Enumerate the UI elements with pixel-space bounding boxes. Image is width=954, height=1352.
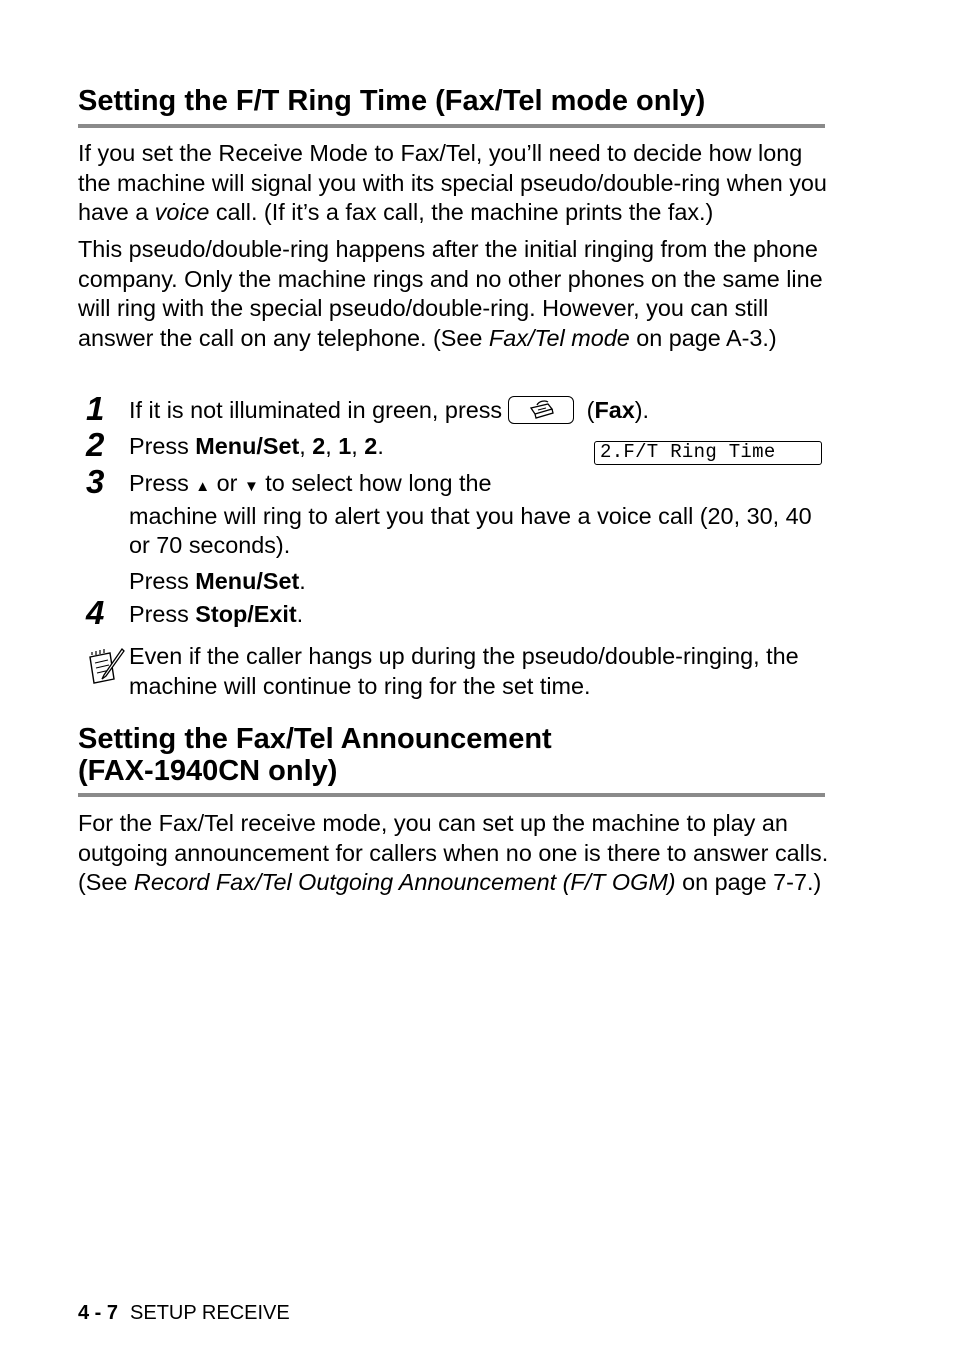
menu-set-label: Menu/Set (195, 433, 300, 459)
step-3-text (129, 469, 829, 597)
text-span: ( (580, 397, 595, 423)
text-span: Press (129, 601, 196, 627)
text-span: on page 7-7.) (675, 869, 822, 896)
step-1-text (129, 396, 649, 426)
text-span: , (299, 433, 313, 459)
step-number: 3 (86, 463, 105, 500)
fax-label: Fax (594, 397, 635, 423)
text-span: Press (129, 470, 196, 496)
step-4-text (129, 600, 303, 630)
text-span: Press (129, 568, 196, 595)
up-arrow-icon: ▲ (195, 478, 211, 495)
step-number: 2 (86, 426, 105, 463)
step-3-sub (129, 567, 829, 597)
heading-rule (78, 124, 825, 128)
text-span: . (377, 433, 384, 459)
section-title-announcement (78, 723, 552, 787)
menu-set-label: Menu/Set (195, 568, 300, 595)
title-line: Setting the Fax/Tel Announcement (78, 723, 552, 755)
title-line: (FAX-1940CN only) (78, 755, 338, 787)
fax-key-button (508, 396, 574, 424)
text-span: ). (634, 397, 650, 423)
intro-paragraph (78, 139, 838, 228)
text-span: . (299, 568, 306, 595)
text-span: If you set the Receive Mode to Fax/Tel, you’ll need to decide how long the machine will signal you with its special pseudo/double-ring when you have a (78, 140, 827, 226)
lcd-display: 2.F/T Ring Time (594, 441, 822, 465)
heading-rule (78, 793, 825, 797)
step-number: 4 (86, 594, 105, 631)
step-3-line-1 (129, 469, 829, 502)
text-span: This pseudo/double-ring happens after the initial ringing from the phone company. Only the machine rings and no other phones on the same line will ring with the special pseudo/double-ring. However, you can still answer the call on any telephone. (See (78, 236, 823, 352)
fax-machine-icon (526, 399, 556, 421)
note-text: Even if the caller hangs up during the pseudo/double-ringing, the machine will continue to ring for the set time. (129, 643, 799, 699)
chapter-name: SETUP RECEIVE (130, 1302, 290, 1324)
text-span: or (210, 470, 244, 496)
text-span: , (351, 433, 365, 459)
step-3-line-2: machine will ring to alert you that you have a voice call (20, 30, 40 or 70 seconds). (129, 502, 812, 559)
key-label: 2 (364, 433, 378, 459)
page-footer (78, 1301, 290, 1325)
text-span: call. (If it’s a fax call, the machine prints the fax.) (209, 199, 714, 226)
down-arrow-icon: ▼ (243, 478, 259, 495)
pseudo-ring-paragraph (78, 235, 838, 354)
text-span: . (296, 601, 304, 627)
text-span: , (325, 433, 339, 459)
italic-reference: Record Fax/Tel Outgoing Announcement (F/T OGM) (133, 869, 676, 896)
announcement-paragraph (78, 809, 838, 898)
italic-reference: Fax/Tel mode (488, 325, 630, 352)
text-span: If it is not illuminated in green, press (129, 397, 503, 423)
page-number: 4 - 7 (78, 1302, 119, 1324)
step-2-text (129, 432, 384, 462)
text-span: to select how long the (258, 470, 492, 496)
text-span: Press (129, 433, 196, 459)
stop-exit-label: Stop/Exit (195, 601, 297, 627)
note-pad-icon (86, 645, 126, 689)
key-label: 1 (338, 433, 352, 459)
text-span: on page A-3.) (629, 325, 777, 352)
key-label: 2 (312, 433, 326, 459)
italic-voice: voice (154, 199, 210, 226)
step-number: 1 (86, 390, 105, 427)
text-span: For the Fax/Tel receive mode, you can set up the machine to play an outgoing announcement for callers when no one is there to answer calls. (See (78, 810, 829, 896)
section-title-ft-ring-time: Setting the F/T Ring Time (Fax/Tel mode only) (78, 85, 706, 117)
